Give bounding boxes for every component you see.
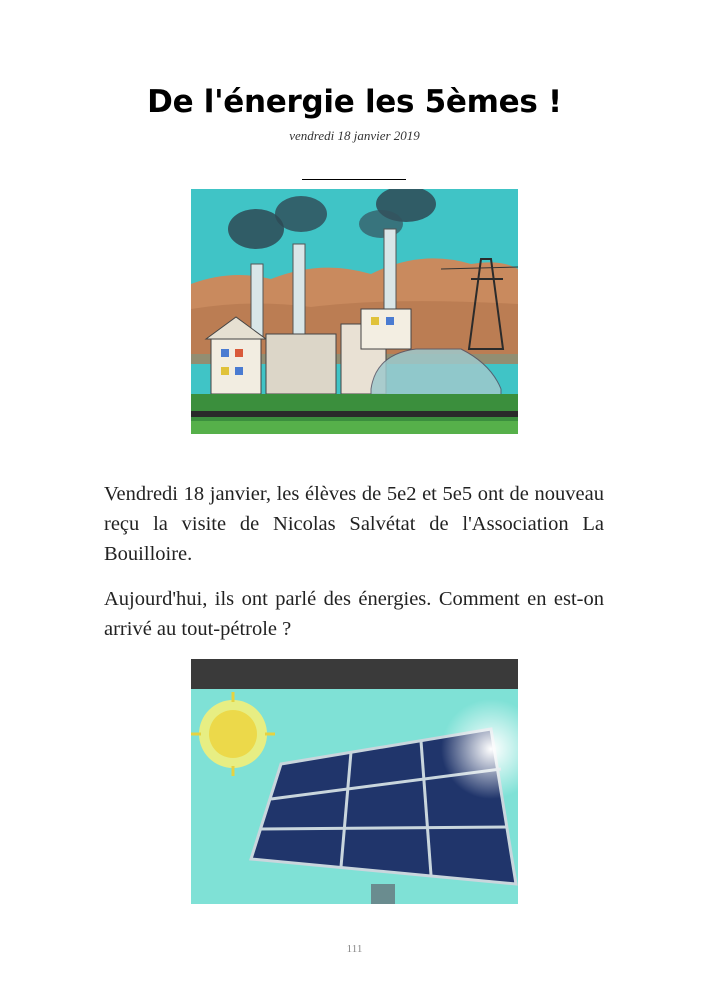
- article-paragraph: Aujourd'hui, ils ont parlé des énergies. Comment en est-on arrivé au tout-pétrole ?: [104, 588, 604, 640]
- page-number: 111: [346, 943, 363, 955]
- article-title: De l'énergie les 5èmes !: [147, 84, 562, 120]
- article-paragraph: Vendredi 18 janvier, les élèves de 5e2 et 5e5 ont de nouveau reçu la visite de Nicolas Salvétat de l'Association La Bouilloire.: [104, 483, 604, 565]
- article-date: vendredi 18 janvier 2019: [289, 128, 420, 143]
- title-separator: [302, 179, 406, 180]
- solar-panel-illustration-photo: [191, 659, 518, 904]
- factory-illustration-photo: [191, 189, 518, 434]
